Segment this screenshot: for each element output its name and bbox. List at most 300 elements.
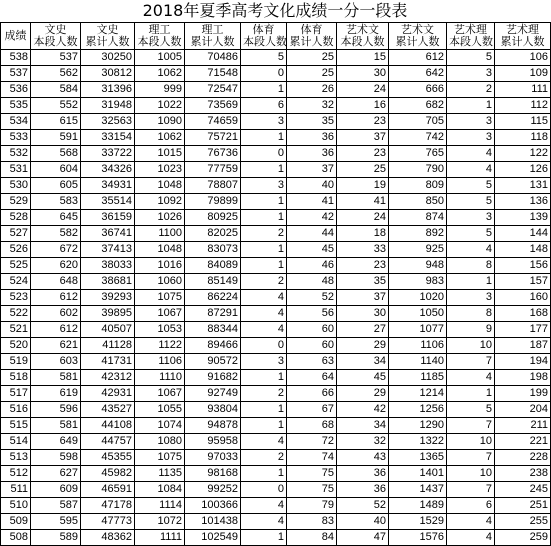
count-cell: 672 [31, 242, 81, 258]
count-cell: 682 [389, 98, 447, 114]
count-cell: 0 [241, 338, 287, 354]
count-cell: 1090 [135, 114, 185, 130]
count-cell: 16 [337, 98, 389, 114]
count-cell: 6 [447, 498, 495, 514]
count-cell: 8 [447, 306, 495, 322]
count-cell: 84 [287, 530, 337, 546]
count-cell: 584 [31, 82, 81, 98]
count-cell: 7 [447, 354, 495, 370]
count-cell: 102549 [185, 530, 241, 546]
count-cell: 1489 [389, 498, 447, 514]
count-cell: 615 [31, 114, 81, 130]
count-cell: 809 [389, 178, 447, 194]
count-cell: 60 [287, 338, 337, 354]
count-cell: 40 [287, 178, 337, 194]
count-cell: 1111 [135, 530, 185, 546]
score-cell: 513 [1, 450, 31, 466]
count-cell: 19 [337, 178, 389, 194]
count-cell: 160 [495, 290, 551, 306]
count-cell: 25 [287, 66, 337, 82]
count-cell: 34 [337, 354, 389, 370]
count-cell: 221 [495, 434, 551, 450]
count-cell: 1026 [135, 210, 185, 226]
count-cell: 1 [241, 466, 287, 482]
count-cell: 598 [31, 450, 81, 466]
count-cell: 649 [31, 434, 81, 450]
count-cell: 620 [31, 258, 81, 274]
count-cell: 45982 [81, 466, 135, 482]
count-cell: 157 [495, 274, 551, 290]
count-cell: 41 [337, 194, 389, 210]
table-body [1, 50, 551, 546]
count-cell: 75 [287, 466, 337, 482]
table-row [1, 242, 551, 258]
column-header-label: 本段人数 [33, 35, 78, 48]
count-cell: 37 [337, 130, 389, 146]
count-cell: 6 [241, 98, 287, 114]
count-cell: 38681 [81, 274, 135, 290]
count-cell: 33 [337, 242, 389, 258]
count-cell: 255 [495, 514, 551, 530]
score-cell: 530 [1, 178, 31, 194]
count-cell: 621 [31, 338, 81, 354]
count-cell: 612 [31, 322, 81, 338]
score-cell: 519 [1, 354, 31, 370]
count-cell: 47 [337, 530, 389, 546]
column-header [447, 23, 495, 50]
count-cell: 5 [447, 50, 495, 66]
count-cell: 46591 [81, 482, 135, 498]
count-cell: 765 [389, 146, 447, 162]
count-cell: 7 [447, 450, 495, 466]
column-header-label: 成绩 [4, 29, 27, 42]
count-cell: 2 [447, 82, 495, 98]
count-cell: 705 [389, 114, 447, 130]
score-cell: 515 [1, 418, 31, 434]
count-cell: 29 [337, 338, 389, 354]
count-cell: 5 [447, 402, 495, 418]
column-header-group: 艺术理 [454, 23, 487, 36]
count-cell: 90572 [185, 354, 241, 370]
count-cell: 25 [337, 162, 389, 178]
count-cell: 5 [447, 178, 495, 194]
count-cell: 0 [241, 482, 287, 498]
count-cell: 874 [389, 210, 447, 226]
count-cell: 1074 [135, 418, 185, 434]
table-row [1, 50, 551, 66]
score-cell: 534 [1, 114, 31, 130]
count-cell: 568 [31, 146, 81, 162]
count-cell: 3 [447, 290, 495, 306]
count-cell: 91682 [185, 370, 241, 386]
count-cell: 47773 [81, 514, 135, 530]
count-cell: 41731 [81, 354, 135, 370]
table-row [1, 274, 551, 290]
count-cell: 10 [447, 338, 495, 354]
count-cell: 259 [495, 530, 551, 546]
score-cell: 527 [1, 226, 31, 242]
table-row [1, 418, 551, 434]
count-cell: 1 [241, 418, 287, 434]
table-row [1, 466, 551, 482]
count-cell: 42931 [81, 386, 135, 402]
score-cell: 521 [1, 322, 31, 338]
count-cell: 115 [495, 114, 551, 130]
count-cell: 4 [447, 146, 495, 162]
count-cell: 604 [31, 162, 81, 178]
count-cell: 1075 [135, 450, 185, 466]
count-cell: 1 [241, 194, 287, 210]
count-cell: 602 [31, 306, 81, 322]
count-cell: 35 [287, 114, 337, 130]
count-cell: 211 [495, 418, 551, 434]
column-header-label: 累计人数 [85, 35, 130, 48]
count-cell: 18 [337, 226, 389, 242]
column-header [241, 23, 287, 50]
count-cell: 33154 [81, 130, 135, 146]
table-row [1, 402, 551, 418]
count-cell: 82025 [185, 226, 241, 242]
count-cell: 109 [495, 66, 551, 82]
count-cell: 68 [287, 418, 337, 434]
count-cell: 75 [287, 482, 337, 498]
count-cell: 204 [495, 402, 551, 418]
count-cell: 1 [241, 530, 287, 546]
count-cell: 9 [447, 322, 495, 338]
count-cell: 1067 [135, 306, 185, 322]
count-cell: 1080 [135, 434, 185, 450]
count-cell: 77759 [185, 162, 241, 178]
count-cell: 5 [241, 50, 287, 66]
count-cell: 52 [287, 290, 337, 306]
count-cell: 40 [337, 514, 389, 530]
count-cell: 177 [495, 322, 551, 338]
count-cell: 10 [447, 434, 495, 450]
count-cell: 1322 [389, 434, 447, 450]
count-cell: 537 [31, 50, 81, 66]
count-cell: 3 [447, 66, 495, 82]
count-cell: 23 [337, 114, 389, 130]
count-cell: 1075 [135, 290, 185, 306]
count-cell: 106 [495, 50, 551, 66]
count-cell: 4 [241, 306, 287, 322]
table-row [1, 98, 551, 114]
table-row [1, 434, 551, 450]
column-header-group: 体育 [300, 23, 323, 36]
count-cell: 112 [495, 98, 551, 114]
count-cell: 47178 [81, 498, 135, 514]
count-cell: 24 [337, 82, 389, 98]
count-cell: 850 [389, 194, 447, 210]
count-cell: 64 [287, 370, 337, 386]
count-cell: 1106 [389, 338, 447, 354]
score-cell: 516 [1, 402, 31, 418]
count-cell: 948 [389, 258, 447, 274]
count-cell: 76736 [185, 146, 241, 162]
table-row [1, 386, 551, 402]
count-cell: 1135 [135, 466, 185, 482]
count-cell: 2 [241, 274, 287, 290]
count-cell: 36159 [81, 210, 135, 226]
count-cell: 1122 [135, 338, 185, 354]
count-cell: 85149 [185, 274, 241, 290]
count-cell: 70486 [185, 50, 241, 66]
score-cell: 529 [1, 194, 31, 210]
count-cell: 1077 [389, 322, 447, 338]
count-cell: 1114 [135, 498, 185, 514]
column-header [1, 23, 31, 50]
table-row [1, 450, 551, 466]
count-cell: 63 [287, 354, 337, 370]
column-header [185, 23, 241, 50]
count-cell: 612 [31, 290, 81, 306]
count-cell: 4 [241, 434, 287, 450]
count-cell: 4 [447, 514, 495, 530]
count-cell: 71548 [185, 66, 241, 82]
count-cell: 1365 [389, 450, 447, 466]
count-cell: 3 [241, 354, 287, 370]
count-cell: 34326 [81, 162, 135, 178]
count-cell: 94878 [185, 418, 241, 434]
count-cell: 609 [31, 482, 81, 498]
count-cell: 3 [447, 210, 495, 226]
count-cell: 1048 [135, 178, 185, 194]
column-header-group: 理工 [201, 23, 224, 36]
count-cell: 642 [389, 66, 447, 82]
count-cell: 4 [447, 242, 495, 258]
count-cell: 619 [31, 386, 81, 402]
count-cell: 7 [447, 418, 495, 434]
count-cell: 199 [495, 386, 551, 402]
table-row [1, 114, 551, 130]
table-row [1, 162, 551, 178]
count-cell: 4 [241, 514, 287, 530]
count-cell: 118 [495, 130, 551, 146]
count-cell: 48 [287, 274, 337, 290]
count-cell: 52 [337, 498, 389, 514]
column-header-label: 累计人数 [395, 35, 440, 48]
count-cell: 1256 [389, 402, 447, 418]
count-cell: 1020 [389, 290, 447, 306]
count-cell: 1 [241, 370, 287, 386]
count-cell: 1048 [135, 242, 185, 258]
count-cell: 37 [337, 290, 389, 306]
count-cell: 45355 [81, 450, 135, 466]
count-cell: 1 [241, 258, 287, 274]
score-cell: 520 [1, 338, 31, 354]
score-cell: 524 [1, 274, 31, 290]
count-cell: 1140 [389, 354, 447, 370]
count-cell: 23 [337, 258, 389, 274]
table-row [1, 290, 551, 306]
count-cell: 92749 [185, 386, 241, 402]
count-cell: 1529 [389, 514, 447, 530]
column-header-group: 艺术文 [401, 23, 434, 36]
count-cell: 612 [389, 50, 447, 66]
count-cell: 27 [337, 322, 389, 338]
count-cell: 892 [389, 226, 447, 242]
count-cell: 78807 [185, 178, 241, 194]
count-cell: 66 [287, 386, 337, 402]
count-cell: 1 [241, 210, 287, 226]
table-row [1, 354, 551, 370]
table-row [1, 258, 551, 274]
count-cell: 42312 [81, 370, 135, 386]
count-cell: 37413 [81, 242, 135, 258]
count-cell: 4 [241, 290, 287, 306]
count-cell: 38033 [81, 258, 135, 274]
column-header [389, 23, 447, 50]
count-cell: 1 [241, 82, 287, 98]
table-row [1, 130, 551, 146]
score-cell: 537 [1, 66, 31, 82]
table-row [1, 530, 551, 546]
count-cell: 30812 [81, 66, 135, 82]
count-cell: 45 [287, 242, 337, 258]
count-cell: 7 [447, 482, 495, 498]
score-cell: 508 [1, 530, 31, 546]
count-cell: 562 [31, 66, 81, 82]
count-cell: 97033 [185, 450, 241, 466]
count-cell: 36 [287, 146, 337, 162]
count-cell: 1072 [135, 514, 185, 530]
score-cell: 522 [1, 306, 31, 322]
count-cell: 1110 [135, 370, 185, 386]
column-header-label: 本段人数 [243, 35, 287, 48]
count-cell: 101438 [185, 514, 241, 530]
count-cell: 32563 [81, 114, 135, 130]
count-cell: 1214 [389, 386, 447, 402]
count-cell: 89466 [185, 338, 241, 354]
count-cell: 44757 [81, 434, 135, 450]
count-cell: 1185 [389, 370, 447, 386]
count-cell: 30 [337, 66, 389, 82]
count-cell: 80925 [185, 210, 241, 226]
count-cell: 5 [447, 194, 495, 210]
count-cell: 44 [287, 226, 337, 242]
count-cell: 15 [337, 50, 389, 66]
count-cell: 5 [447, 226, 495, 242]
score-cell: 525 [1, 258, 31, 274]
count-cell: 245 [495, 482, 551, 498]
count-cell: 45 [337, 370, 389, 386]
count-cell: 2 [241, 226, 287, 242]
count-cell: 187 [495, 338, 551, 354]
count-cell: 23 [337, 146, 389, 162]
column-header-label: 累计人数 [190, 35, 235, 48]
count-cell: 1015 [135, 146, 185, 162]
count-cell: 1016 [135, 258, 185, 274]
count-cell: 40507 [81, 322, 135, 338]
score-cell: 535 [1, 98, 31, 114]
count-cell: 1067 [135, 386, 185, 402]
table-row [1, 338, 551, 354]
count-cell: 39293 [81, 290, 135, 306]
count-cell: 925 [389, 242, 447, 258]
count-cell: 1100 [135, 226, 185, 242]
table-row [1, 146, 551, 162]
count-cell: 4 [241, 322, 287, 338]
column-header-group: 艺术理 [506, 23, 539, 36]
count-cell: 144 [495, 226, 551, 242]
count-cell: 645 [31, 210, 81, 226]
table-row [1, 322, 551, 338]
count-cell: 148 [495, 242, 551, 258]
count-cell: 87291 [185, 306, 241, 322]
count-cell: 3 [241, 178, 287, 194]
count-cell: 84089 [185, 258, 241, 274]
count-cell: 648 [31, 274, 81, 290]
count-cell: 1 [447, 98, 495, 114]
count-cell: 72547 [185, 82, 241, 98]
score-cell: 532 [1, 146, 31, 162]
count-cell: 1 [447, 274, 495, 290]
count-cell: 43 [337, 450, 389, 466]
count-cell: 24 [337, 210, 389, 226]
count-cell: 99252 [185, 482, 241, 498]
count-cell: 74 [287, 450, 337, 466]
count-cell: 60 [287, 322, 337, 338]
count-cell: 36 [337, 466, 389, 482]
count-cell: 1437 [389, 482, 447, 498]
column-header-label: 累计人数 [289, 35, 334, 48]
count-cell: 1062 [135, 130, 185, 146]
table-row [1, 66, 551, 82]
count-cell: 93804 [185, 402, 241, 418]
count-cell: 34931 [81, 178, 135, 194]
count-cell: 1290 [389, 418, 447, 434]
count-cell: 98168 [185, 466, 241, 482]
count-cell: 1022 [135, 98, 185, 114]
count-cell: 56 [287, 306, 337, 322]
count-cell: 1092 [135, 194, 185, 210]
count-cell: 1 [241, 242, 287, 258]
score-cell: 512 [1, 466, 31, 482]
count-cell: 1576 [389, 530, 447, 546]
count-cell: 999 [135, 82, 185, 98]
table-row [1, 82, 551, 98]
table-header-row [1, 23, 551, 50]
count-cell: 79899 [185, 194, 241, 210]
column-header-label: 本段人数 [340, 35, 385, 48]
table-row [1, 482, 551, 498]
count-cell: 83 [287, 514, 337, 530]
table-row [1, 514, 551, 530]
count-cell: 48362 [81, 530, 135, 546]
count-cell: 581 [31, 418, 81, 434]
score-cell: 517 [1, 386, 31, 402]
count-cell: 1 [241, 162, 287, 178]
count-cell: 589 [31, 530, 81, 546]
count-cell: 2 [241, 386, 287, 402]
document-title: 2018年夏季高考文化成绩一分一段表 [142, 1, 408, 20]
count-cell: 75721 [185, 130, 241, 146]
count-cell: 67 [287, 402, 337, 418]
column-header [495, 23, 551, 50]
count-cell: 86224 [185, 290, 241, 306]
count-cell: 29 [337, 386, 389, 402]
count-cell: 32 [287, 98, 337, 114]
count-cell: 126 [495, 162, 551, 178]
count-cell: 83073 [185, 242, 241, 258]
score-cell: 511 [1, 482, 31, 498]
score-cell: 538 [1, 50, 31, 66]
count-cell: 1084 [135, 482, 185, 498]
count-cell: 34 [337, 418, 389, 434]
count-cell: 36 [287, 130, 337, 146]
table-row [1, 306, 551, 322]
count-cell: 74659 [185, 114, 241, 130]
